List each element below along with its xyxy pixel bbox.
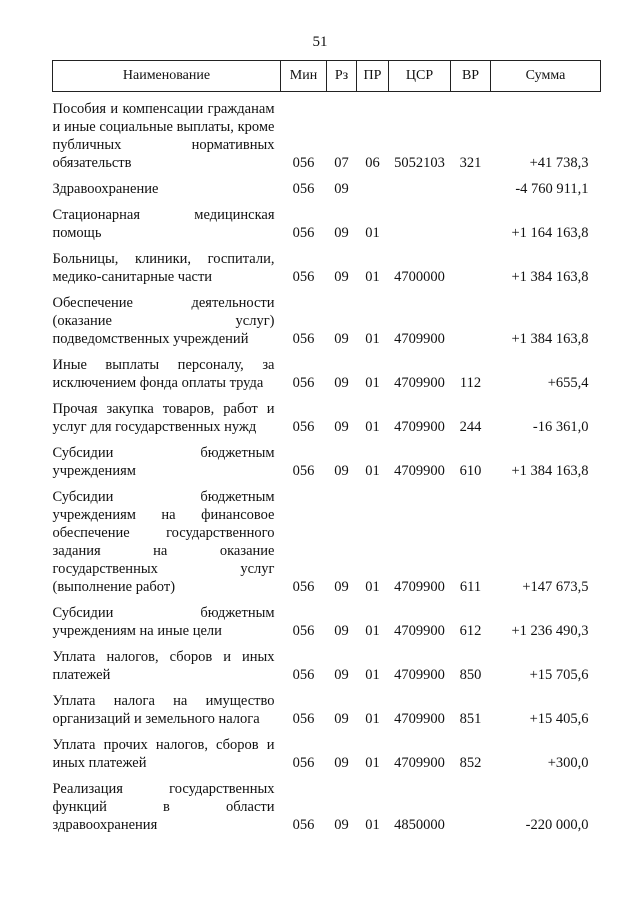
cell-name: Больницы, клиники, госпитали, медико-санитарные части	[52, 251, 275, 285]
cell-vr	[451, 180, 491, 198]
row-spacer-cell	[53, 436, 601, 444]
budget-table	[52, 60, 601, 834]
header-pr: ПР	[357, 61, 389, 92]
cell-min: 056	[292, 755, 315, 771]
cell-csr	[389, 180, 451, 198]
header-rz: Рз	[327, 61, 357, 92]
cell-name: Субсидии бюджетным учреждениям	[52, 445, 275, 479]
cell-rz: 09	[334, 667, 349, 683]
cell-vr	[451, 250, 491, 286]
cell-name: Субсидии бюджетным учреждениям на финансовое обеспечение государственного задания на оказание государственных услуг (выполнение работ)	[52, 489, 275, 595]
cell-min: 056	[292, 623, 315, 639]
cell-csr: 4700000	[394, 269, 445, 285]
cell-name: Реализация государственных функций в области здравоохранения	[52, 781, 275, 833]
row-spacer	[53, 684, 601, 692]
row-spacer-cell	[53, 198, 601, 206]
row-spacer-cell	[53, 348, 601, 356]
cell-min: 056	[292, 579, 315, 595]
cell-vr: 611	[459, 579, 482, 595]
cell-sum: -4 760 911,1	[515, 181, 589, 197]
cell-vr: 612	[459, 623, 482, 639]
row-spacer-cell	[53, 596, 601, 604]
cell-name: Пособия и компенсации гражданам и иные социальные выплаты, кроме публичных нормативных обязательств	[52, 101, 275, 171]
row-spacer	[53, 286, 601, 294]
cell-vr: 851	[459, 711, 482, 727]
cell-rz: 09	[334, 181, 349, 197]
row-spacer	[53, 392, 601, 400]
cell-min: 056	[292, 375, 315, 391]
row-spacer-cell	[53, 392, 601, 400]
cell-sum: +15 705,6	[529, 667, 589, 683]
cell-name: Обеспечение деятельности (оказание услуг) подведомственных учреждений	[52, 295, 275, 347]
cell-min: 056	[292, 225, 315, 241]
table-row	[53, 356, 601, 392]
row-spacer-cell	[53, 286, 601, 294]
cell-vr: 850	[459, 667, 482, 683]
cell-name: Субсидии бюджетным учреждениям на иные цели	[52, 605, 275, 639]
row-spacer-cell	[53, 684, 601, 692]
header-name: Наименование	[53, 61, 281, 92]
cell-rz: 09	[334, 419, 349, 435]
row-spacer	[53, 436, 601, 444]
cell-name: Иные выплаты персоналу, за исключением фонда оплаты труда	[52, 357, 275, 391]
cell-pr: 01	[365, 375, 380, 391]
cell-min: 056	[292, 331, 315, 347]
cell-name: Уплата налогов, сборов и иных платежей	[52, 649, 275, 683]
cell-sum: +655,4	[547, 375, 589, 391]
cell-sum: -220 000,0	[525, 817, 589, 833]
row-spacer	[53, 596, 601, 604]
cell-csr: 4850000	[394, 817, 445, 833]
table-row	[53, 736, 601, 772]
cell-sum: +1 384 163,8	[511, 269, 589, 285]
cell-name: Уплата прочих налогов, сборов и иных платежей	[52, 737, 275, 771]
cell-min: 056	[292, 269, 315, 285]
cell-pr: 01	[365, 623, 380, 639]
cell-rz: 09	[334, 579, 349, 595]
row-spacer-cell	[53, 772, 601, 780]
cell-sum: +41 738,3	[529, 155, 589, 171]
cell-pr: 01	[365, 755, 380, 771]
cell-min: 056	[292, 181, 315, 197]
cell-vr	[451, 780, 491, 834]
row-spacer	[53, 172, 601, 180]
cell-min: 056	[292, 419, 315, 435]
header-min: Мин	[281, 61, 327, 92]
cell-pr: 01	[365, 817, 380, 833]
cell-min: 056	[292, 667, 315, 683]
cell-sum: +1 384 163,8	[511, 331, 589, 347]
cell-vr	[451, 206, 491, 242]
table-row	[53, 780, 601, 834]
row-spacer-cell	[53, 92, 601, 101]
row-spacer	[53, 242, 601, 250]
table-row	[53, 100, 601, 172]
table-row	[53, 604, 601, 640]
cell-rz: 09	[334, 817, 349, 833]
cell-csr: 5052103	[394, 155, 445, 171]
cell-sum: -16 361,0	[532, 419, 589, 435]
row-spacer-cell	[53, 172, 601, 180]
cell-csr: 4709900	[394, 331, 445, 347]
cell-rz: 09	[334, 623, 349, 639]
row-spacer-cell	[53, 640, 601, 648]
table-row	[53, 648, 601, 684]
cell-name: Здравоохранение	[52, 181, 159, 197]
cell-sum: +1 384 163,8	[511, 463, 589, 479]
cell-pr: 01	[365, 711, 380, 727]
cell-sum: +300,0	[547, 755, 589, 771]
cell-min: 056	[292, 711, 315, 727]
table-header	[53, 61, 601, 92]
cell-vr	[451, 294, 491, 348]
cell-pr: 01	[365, 667, 380, 683]
row-spacer	[53, 728, 601, 736]
table-row	[53, 692, 601, 728]
table-row	[53, 180, 601, 198]
row-spacer	[53, 348, 601, 356]
cell-rz: 07	[334, 155, 349, 171]
cell-name: Уплата налога на имущество организаций и земельного налога	[52, 693, 275, 727]
cell-sum: +147 673,5	[522, 579, 589, 595]
cell-rz: 09	[334, 463, 349, 479]
cell-vr: 321	[459, 155, 482, 171]
cell-rz: 09	[334, 269, 349, 285]
table-row	[53, 206, 601, 242]
row-spacer	[53, 640, 601, 648]
cell-vr: 610	[459, 463, 482, 479]
cell-pr: 01	[365, 419, 380, 435]
table-body	[53, 92, 601, 835]
cell-rz: 09	[334, 225, 349, 241]
cell-pr: 01	[365, 463, 380, 479]
cell-vr: 112	[459, 375, 482, 391]
cell-rz: 09	[334, 331, 349, 347]
cell-name: Прочая закупка товаров, работ и услуг для государственных нужд	[52, 401, 275, 435]
page-number: 51	[312, 34, 328, 50]
cell-rz: 09	[334, 375, 349, 391]
table-row	[53, 488, 601, 596]
row-spacer	[53, 480, 601, 488]
row-spacer-cell	[53, 728, 601, 736]
row-spacer	[53, 198, 601, 206]
cell-sum: +15 405,6	[529, 711, 589, 727]
cell-pr	[357, 180, 389, 198]
cell-sum: +1 164 163,8	[511, 225, 589, 241]
cell-min: 056	[292, 817, 315, 833]
cell-csr: 4709900	[394, 623, 445, 639]
table-row	[53, 400, 601, 436]
cell-csr	[389, 206, 451, 242]
cell-csr: 4709900	[394, 375, 445, 391]
table-row	[53, 294, 601, 348]
cell-csr: 4709900	[394, 711, 445, 727]
cell-csr: 4709900	[394, 667, 445, 683]
row-spacer-cell	[53, 242, 601, 250]
cell-pr: 01	[365, 579, 380, 595]
header-csr: ЦСР	[389, 61, 451, 92]
cell-rz: 09	[334, 755, 349, 771]
cell-csr: 4709900	[394, 463, 445, 479]
cell-csr: 4709900	[394, 419, 445, 435]
cell-pr: 01	[365, 331, 380, 347]
cell-csr: 4709900	[394, 755, 445, 771]
cell-vr: 244	[459, 419, 482, 435]
table-row	[53, 250, 601, 286]
cell-pr: 06	[365, 155, 380, 171]
row-spacer	[53, 772, 601, 780]
cell-min: 056	[292, 155, 315, 171]
cell-name: Стационарная медицинская помощь	[52, 207, 275, 241]
row-spacer-cell	[53, 480, 601, 488]
cell-sum: +1 236 490,3	[511, 623, 589, 639]
cell-csr: 4709900	[394, 579, 445, 595]
cell-vr: 852	[459, 755, 482, 771]
table-row	[53, 444, 601, 480]
row-spacer	[53, 92, 601, 101]
cell-rz: 09	[334, 711, 349, 727]
cell-min: 056	[292, 463, 315, 479]
cell-pr: 01	[365, 269, 380, 285]
header-sum: Сумма	[491, 61, 601, 92]
header-vr: ВР	[451, 61, 491, 92]
cell-pr: 01	[365, 225, 380, 241]
